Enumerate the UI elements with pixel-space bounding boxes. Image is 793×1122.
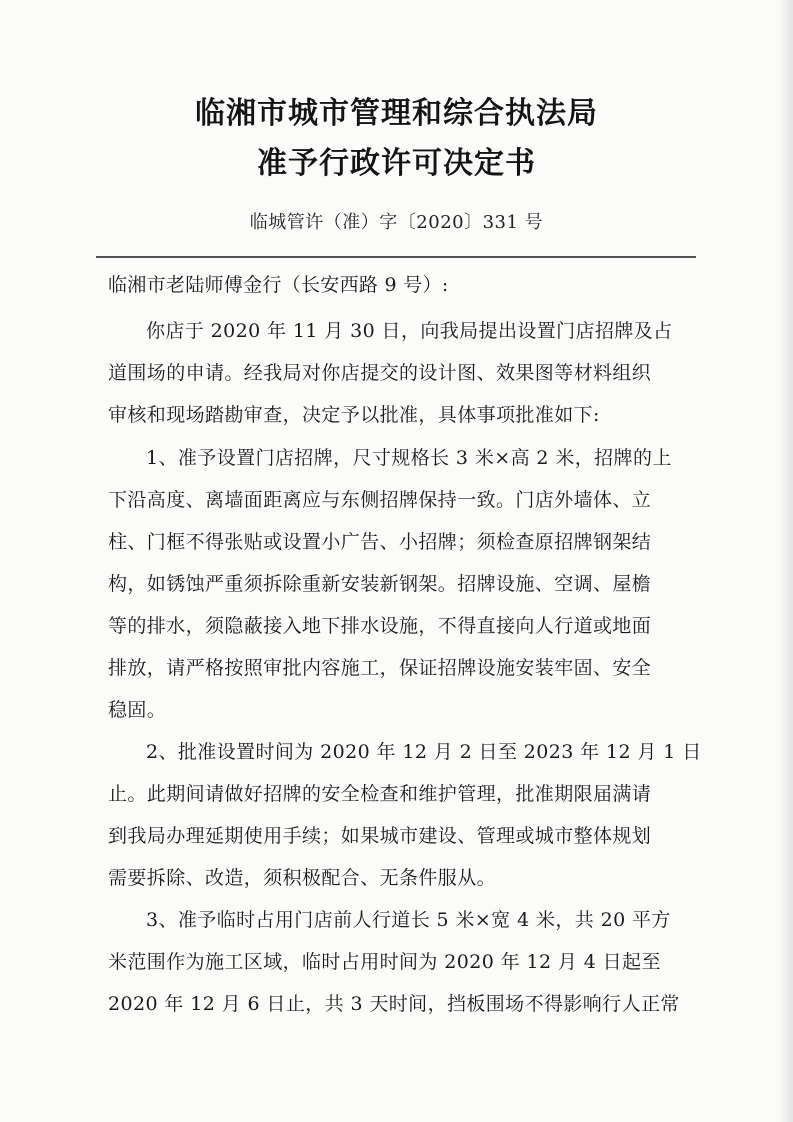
paragraph-line: 2020 年 12 月 6 日止，共 3 天时间，挡板围场不得影响行人正常 (108, 993, 680, 1015)
paragraph-line: 你店于 2020 年 11 月 30 日，向我局提出设置门店招牌及占 (146, 320, 673, 342)
paragraph-line: 1、准予设置门店招牌，尺寸规格长 3 米×高 2 米，招牌的上 (146, 447, 672, 469)
paragraph-line: 到我局办理延期使用手续；如果城市建设、管理或城市整体规划 (108, 825, 652, 847)
paragraph-line: 道围场的申请。经我局对你店提交的设计图、效果图等材料组织 (108, 362, 652, 384)
paragraph-line: 构，如锈蚀严重须拆除重新安装新钢架。招牌设施、空调、屋檐 (108, 573, 652, 595)
paragraph-line: 审核和现场踏勘审查，决定予以批准，具体事项批准如下: (108, 404, 600, 426)
scan-edge-shadow (779, 0, 793, 1122)
paragraph-line: 下沿高度、离墙面距离应与东侧招牌保持一致。门店外墙体、立 (108, 489, 652, 511)
issuing-authority-title: 临湘市城市管理和综合执法局 (195, 96, 598, 131)
paragraph-line: 需要拆除、改造，须积极配合、无条件服从。 (108, 867, 497, 889)
header-divider (96, 256, 696, 258)
paragraph-line: 2、批准设置时间为 2020 年 12 月 2 日至 2023 年 12 月 1 日 (146, 741, 702, 763)
paragraph-line: 3、准予临时占用门店前人行道长 5 米×宽 4 米，共 20 平方 (146, 909, 671, 931)
paragraph-line: 米范围作为施工区域，临时占用时间为 2020 年 12 月 4 日起至 (108, 951, 661, 973)
document-number: 临城管许（准）字〔2020〕331 号 (249, 212, 544, 233)
document-title: 准予行政许可决定书 (257, 146, 536, 181)
paragraph-line: 排放，请严格按照审批内容施工，保证招牌设施安装牢固、安全 (108, 657, 652, 679)
recipient-line: 临湘市老陆师傅金行（长安西路 9 号）: (108, 274, 449, 296)
paragraph-line: 等的排水，须隐蔽接入地下排水设施，不得直接向人行道或地面 (108, 615, 652, 637)
paragraph-line: 止。此期间请做好招牌的安全检查和维护管理，批准期限届满请 (108, 783, 652, 805)
paragraph-line: 柱、门框不得张贴或设置小广告、小招牌；须检查原招牌钢架结 (108, 531, 652, 553)
paragraph-line: 稳固。 (108, 699, 167, 721)
